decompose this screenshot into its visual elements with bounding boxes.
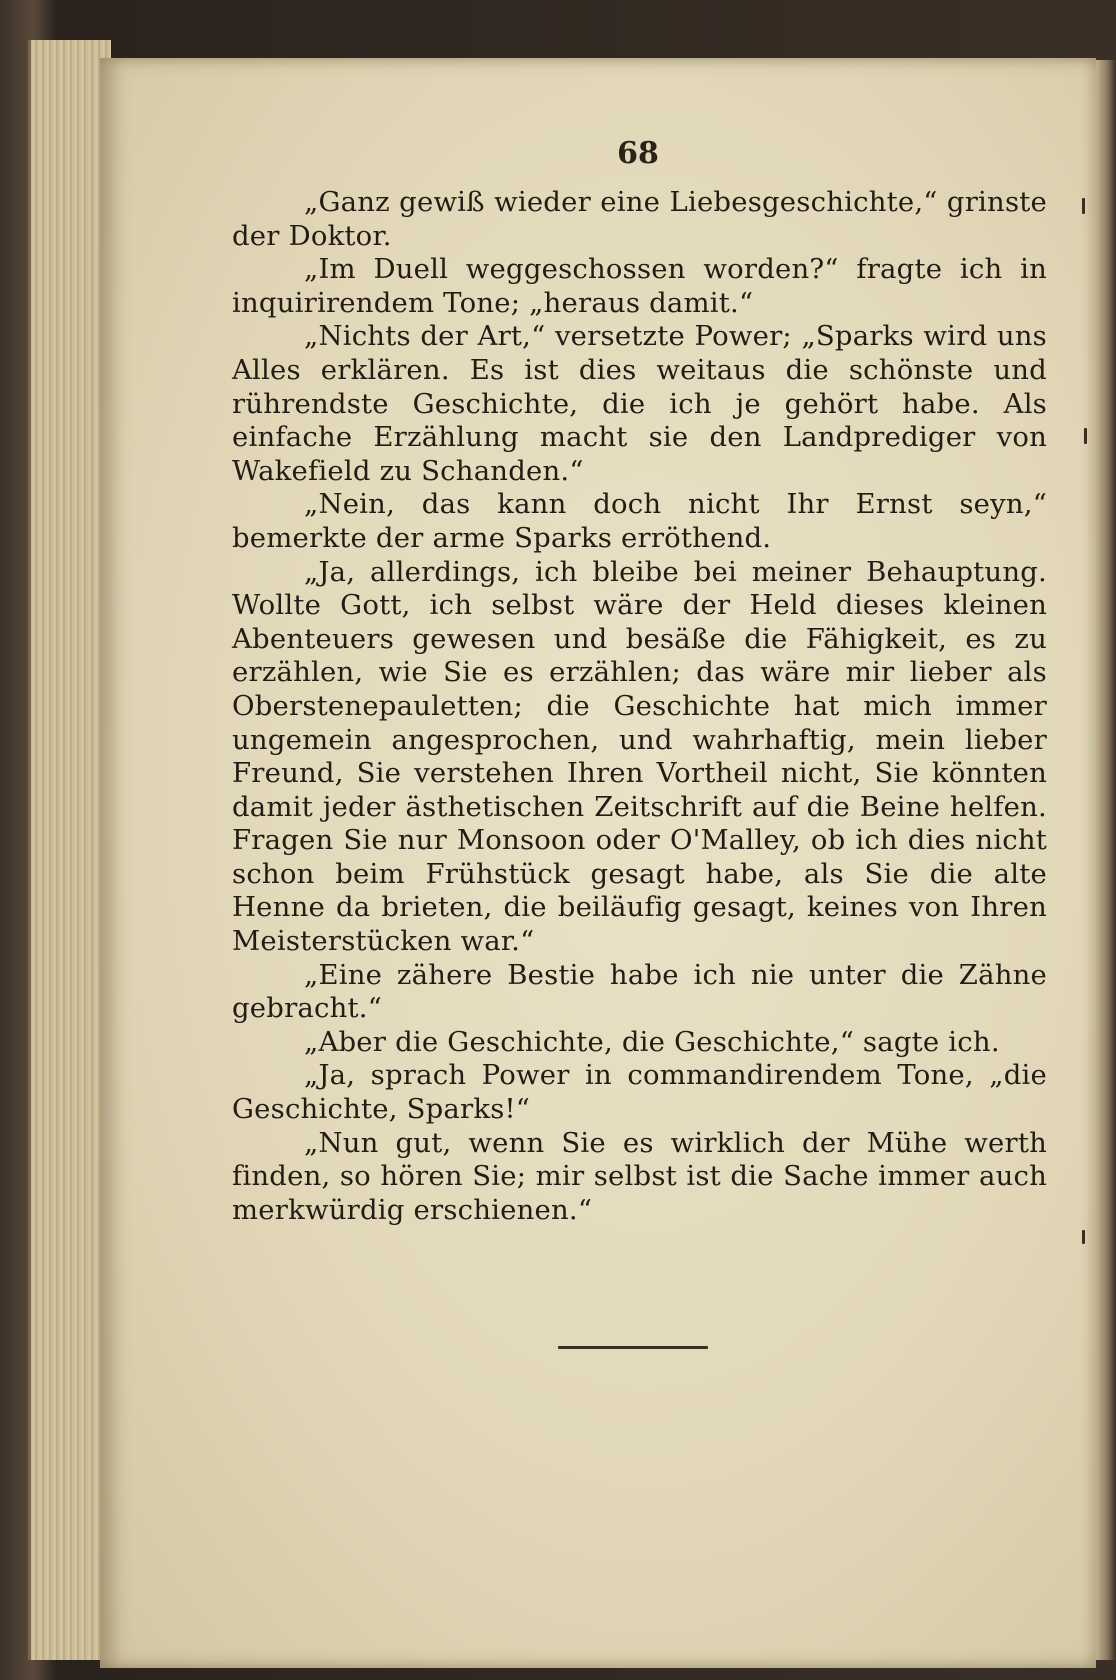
paragraph: „Eine zähere Bestie habe ich nie unter die Zähne gebracht.“ (232, 958, 1047, 1025)
right-page-edge (1094, 60, 1116, 1660)
page-number: 68 (617, 136, 659, 171)
paragraph: „Im Duell weggeschossen worden?“ fragte ich in inquirirendem Tone; „heraus damit.“ (232, 253, 1047, 319)
paragraph: „Ja, sprach Power in commandirendem Tone, „die Geschichte, Sparks!“ (232, 1059, 1047, 1126)
page-edges (28, 40, 111, 1660)
paragraph: „Aber die Geschichte, die Geschichte,“ sagte ich. (304, 1025, 1000, 1058)
paragraph: „Ganz gewiß wieder eine Liebesgeschichte,“ grinste der Doktor. (232, 186, 1047, 252)
paragraph: „Nun gut, wenn Sie es wirklich der Mühe werth finden, so hören Sie; mir selbst ist die Sache immer auch merkwürdig erschienen.“ (232, 1126, 1047, 1226)
page-body (232, 186, 1047, 1227)
margin-mark (1082, 1230, 1085, 1244)
margin-mark (1084, 428, 1087, 444)
book-page (100, 58, 1096, 1668)
paragraph: „Nichts der Art,“ versetzte Power; „Sparks wird uns Alles erklären. Es ist dies weitaus die schönste und rührendste Geschichte, die ich je gehört habe. Als einfache Erzählung macht sie den Landprediger von Wakefield zu Schanden.“ (232, 320, 1047, 487)
paragraph: „Ja, allerdings, ich bleibe bei meiner Behauptung. Wollte Gott, ich selbst wäre der Held dieses kleinen Abenteuers gewesen und besäße die Fähigkeit, es zu erzählen, wie Sie es erzählen; das wäre mir lieber als Oberstenepauletten; die Geschichte hat mich immer ungemein angesprochen, und wahrhaftig, mein lieber Freund, Sie verstehen Ihren Vortheil nicht, Sie könnten damit jeder ästhetischen Zeitschrift auf die Beine helfen. Fragen Sie nur Monsoon oder O'Malley, ob ich dies nicht schon beim Frühstück gesagt habe, als Sie die alte Henne da brieten, die beiläufig gesagt, keines von Ihren Meisterstücken war.“ (232, 555, 1047, 958)
paragraph: „Nein, das kann doch nicht Ihr Ernst seyn,“ bemerkte der arme Sparks erröthend. (232, 488, 1047, 554)
section-end-rule (558, 1346, 708, 1349)
margin-mark (1082, 198, 1085, 214)
